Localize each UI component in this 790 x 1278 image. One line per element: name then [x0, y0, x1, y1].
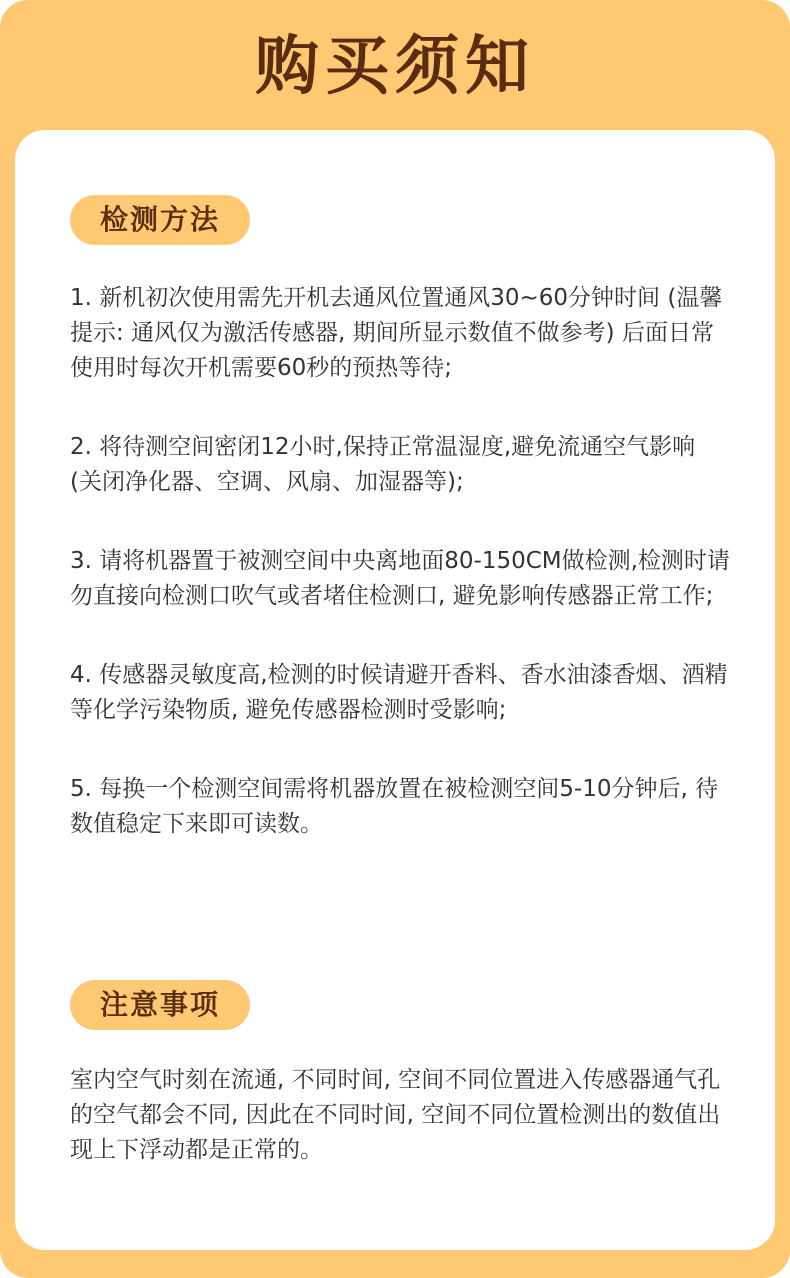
method-step-2: 2. 将待测空间密闭12小时,保持正常温湿度,避免流通空气影响 (关闭净化器、空调、风扇、加湿器等);	[70, 434, 696, 495]
method-step-3: 3. 请将机器置于被测空间中央离地面80-150CM做检测,检测时请勿直接向检测口吹气或者堵住检测口, 避免影响传感器正常工作;	[70, 548, 730, 609]
notes-body	[70, 1063, 730, 1168]
notes-paragraph: 室内空气时刻在流通, 不同时间, 空间不同位置进入传感器通气孔的空气都会不同, 因此在不同时间, 空间不同位置检测出的数值出现上下浮动都是正常的。	[70, 1067, 721, 1163]
page-title: 购买须知	[255, 30, 535, 104]
method-step-1: 1. 新机初次使用需先开机去通风位置通风30~60分钟时间 (温馨提示: 通风仅为激活传感器, 期间所显示数值不做参考) 后面日常使用时每次开机需要60秒的预热等待;	[70, 285, 723, 381]
section-label-notes: 注意事项	[70, 980, 250, 1030]
method-step-4: 4. 传感器灵敏度高,检测的时候请避开香料、香水油漆香烟、酒精等化学污染物质, 避免传感器检测时受影响;	[70, 662, 728, 723]
method-steps-list	[70, 281, 730, 886]
method-step-5: 5. 每换一个检测空间需将机器放置在被检测空间5-10分钟后, 待数值稳定下来即可读数。	[70, 776, 719, 837]
content-card	[15, 130, 775, 1250]
section-label-method: 检测方法	[70, 195, 250, 245]
